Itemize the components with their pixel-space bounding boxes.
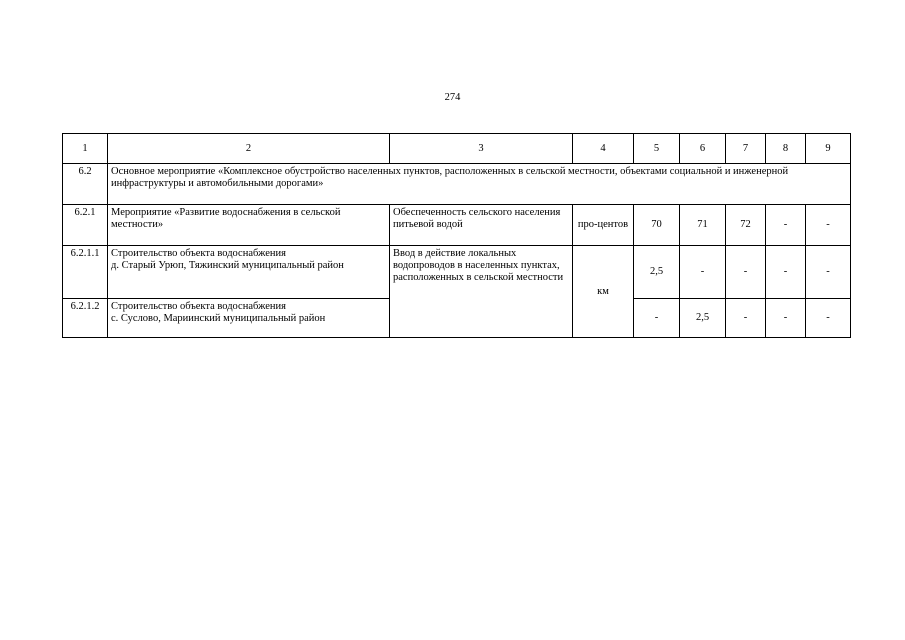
value-cell: - <box>634 299 680 338</box>
activity-name <box>108 246 390 299</box>
value-cell: - <box>680 246 726 299</box>
indicator-name: Обеспеченность сельского населения питьевой водой <box>390 205 573 246</box>
table-row <box>63 164 851 205</box>
value-cell: - <box>806 205 851 246</box>
activity-name: Мероприятие «Развитие водоснабжения в сельской местности» <box>108 205 390 246</box>
value-cell: 71 <box>680 205 726 246</box>
header-cell: 6 <box>680 134 726 164</box>
value-cell: - <box>766 205 806 246</box>
page-number: 274 <box>444 92 461 103</box>
unit-cell: км <box>573 246 634 338</box>
value-cell: 2,5 <box>634 246 680 299</box>
header-cell: 2 <box>108 134 390 164</box>
activity-name-line: д. Старый Урюп, Тяжинский муниципальный район <box>111 260 344 271</box>
activity-name-line: Строительство объекта водоснабжения <box>111 248 286 259</box>
header-cell: 4 <box>573 134 634 164</box>
value-cell: - <box>806 299 851 338</box>
row-number: 6.2 <box>63 164 108 205</box>
header-row <box>63 134 851 164</box>
main-activity-text: Основное мероприятие «Комплексное обустройство населенных пунктов, расположенных в сельской местности, объектами социальной и инженерной инфраструктуры и автомобильными дорогами» <box>108 164 851 205</box>
value-cell: - <box>726 299 766 338</box>
header-cell: 8 <box>766 134 806 164</box>
value-cell: 2,5 <box>680 299 726 338</box>
activity-name-line: Строительство объекта водоснабжения <box>111 301 286 312</box>
activity-name-line: с. Суслово, Мариинский муниципальный район <box>111 313 326 324</box>
value-cell: - <box>766 299 806 338</box>
header-cell: 5 <box>634 134 680 164</box>
value-cell: - <box>726 246 766 299</box>
row-number: 6.2.1 <box>63 205 108 246</box>
value-cell: 72 <box>726 205 766 246</box>
table-row <box>63 205 851 246</box>
row-number: 6.2.1.1 <box>63 246 108 299</box>
header-cell: 3 <box>390 134 573 164</box>
indicator-name: Ввод в действие локальных водопроводов в населенных пунктах, расположенных в сельской местности <box>390 246 573 338</box>
header-cell: 9 <box>806 134 851 164</box>
value-cell: 70 <box>634 205 680 246</box>
unit-cell: про-центов <box>573 205 634 246</box>
value-cell: - <box>806 246 851 299</box>
table-row <box>63 246 851 299</box>
activity-name <box>108 299 390 338</box>
row-number: 6.2.1.2 <box>63 299 108 338</box>
header-cell: 1 <box>63 134 108 164</box>
value-cell: - <box>766 246 806 299</box>
program-table <box>62 133 851 338</box>
header-cell: 7 <box>726 134 766 164</box>
